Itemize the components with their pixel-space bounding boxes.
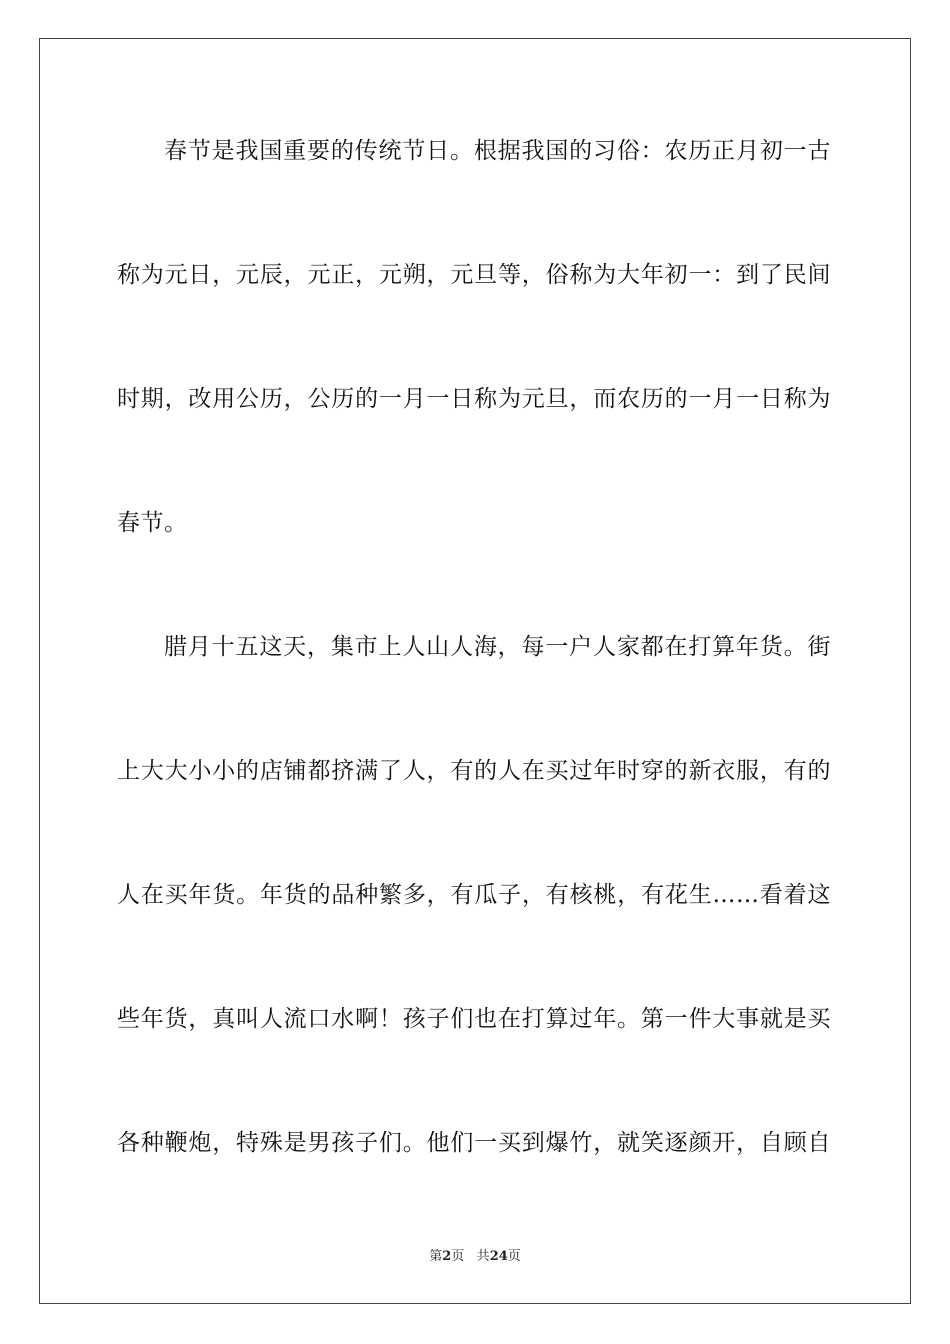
paragraph-1-line-1: 春节是我国重要的传统节日。根据我国的习俗：农历正月初一古 (164, 138, 831, 164)
page-frame (39, 38, 911, 1304)
paragraph-1-line-2: 称为元日，元辰，元正，元朔，元旦等，俗称为大年初一：到了民间 (117, 262, 831, 288)
page-suffix: 页 (451, 1249, 465, 1264)
total-pages: 24 (489, 1249, 508, 1264)
paragraph-2-line-5: 各种鞭炮，特殊是男孩子们。他们一买到爆竹，就笑逐颜开，自顾自 (117, 1130, 831, 1156)
paragraph-2-line-2: 上大大小小的店铺都挤满了人，有的人在买过年时穿的新衣服，有的 (117, 758, 831, 784)
paragraph-1-line-3: 时期，改用公历，公历的一月一日称为元旦，而农历的一月一日称为 (117, 386, 831, 412)
paragraph-2-line-4: 些年货，真叫人流口水啊！孩子们也在打算过年。第一件大事就是买 (117, 1006, 831, 1032)
paragraph-2-line-1: 腊月十五这天，集市上人山人海，每一户人家都在打算年货。街 (164, 634, 831, 660)
total-suffix: 页 (507, 1249, 521, 1264)
page-prefix: 第 (429, 1249, 443, 1264)
page-footer (0, 1248, 950, 1266)
paragraph-1-line-4: 春节。 (117, 510, 188, 536)
total-prefix: 共 (476, 1249, 490, 1264)
page-number: 2 (442, 1249, 452, 1264)
paragraph-2-line-3: 人在买年货。年货的品种繁多，有瓜子，有核桃，有花生……看着这 (117, 882, 831, 908)
